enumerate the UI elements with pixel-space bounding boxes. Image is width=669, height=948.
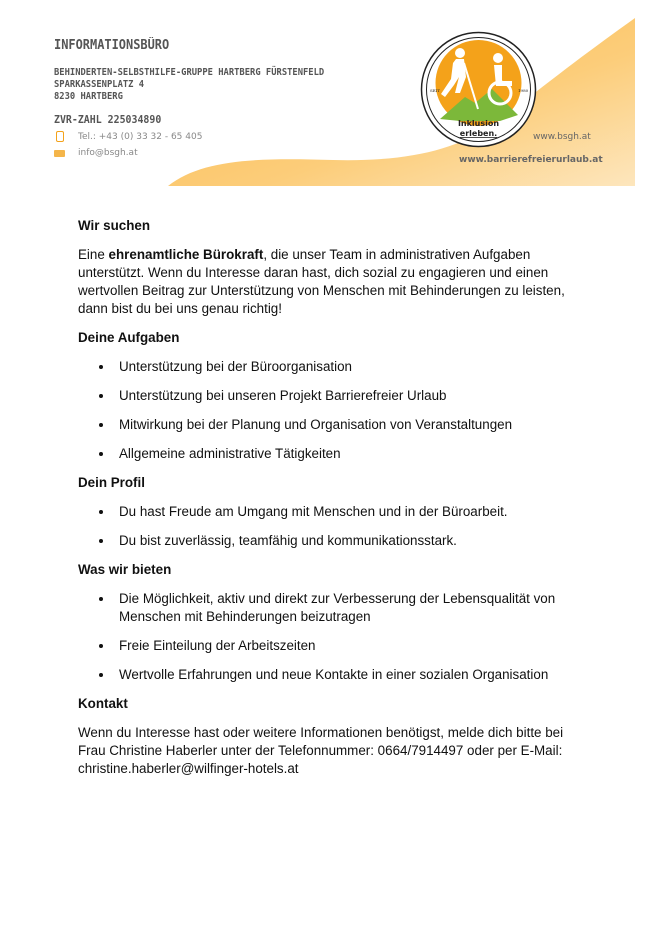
bsgh-logo — [420, 31, 537, 148]
zvr-number: ZVR-ZAHL 225034890 — [54, 113, 162, 126]
bullet-icon — [99, 510, 103, 514]
list-item — [78, 590, 578, 626]
list-item — [78, 416, 578, 434]
list-item-text: Die Möglichkeit, aktiv und direkt zur Verbesserung der Lebensqualität von Menschen mit Behinderungen beizutragen — [119, 591, 556, 624]
bullet-icon — [99, 673, 103, 677]
intro-paragraph — [78, 246, 578, 318]
heading-kontakt: Kontakt — [78, 696, 128, 711]
list-item — [78, 358, 578, 376]
list-item — [78, 637, 578, 655]
email-contact — [54, 148, 138, 158]
phone-icon — [56, 131, 64, 142]
bullet-icon — [99, 394, 103, 398]
bullet-icon — [99, 597, 103, 601]
bullet-icon — [99, 452, 103, 456]
intro-prefix: Eine — [78, 247, 109, 262]
list-item-text: Allgemeine administrative Tätigkeiten — [119, 446, 341, 461]
tasks-list — [78, 358, 578, 463]
offer-list — [78, 590, 578, 684]
profile-list — [78, 503, 578, 550]
website-bsgh[interactable]: www.bsgh.at — [533, 132, 591, 142]
list-item-text: Mitwirkung bei der Planung und Organisation von Veranstaltungen — [119, 417, 513, 432]
intro-bold-role: ehrenamtliche Bürokraft — [108, 247, 264, 262]
website-barrierefreierurlaub[interactable]: www.barrierefreierurlaub.at — [459, 155, 603, 165]
list-item-text: Du bist zuverlässig, teamfähig und kommunikationsstark. — [119, 533, 457, 548]
list-item-text: Unterstützung bei unseren Projekt Barrierefreier Urlaub — [119, 388, 447, 403]
heading-wir-suchen: Wir suchen — [78, 218, 151, 233]
org-street: SPARKASSENPLATZ 4 — [54, 79, 145, 90]
organization-address — [54, 67, 324, 103]
org-name: BEHINDERTEN-SELBSTHILFE-GRUPPE HARTBERG FÜRSTENFELD — [54, 67, 325, 78]
svg-text:erleben.: erleben. — [459, 129, 498, 138]
list-item-text: Freie Einteilung der Arbeitszeiten — [119, 638, 316, 653]
heading-profil: Dein Profil — [78, 475, 145, 490]
list-item — [78, 503, 578, 521]
job-posting — [78, 217, 578, 789]
intro-suffix: , die unser Team in administrativen Aufgaben unterstützt. Wenn du Interesse daran hast, dich sozial zu engagieren und einen wertvollen Beitrag zur Unterstützung von Menschen mit Behinderungen zu leisten, dann bist du bei uns genau richtig! — [78, 247, 565, 316]
letterhead — [33, 18, 635, 186]
heading-bieten: Was wir bieten — [78, 562, 172, 577]
svg-text:SEIT: SEIT — [430, 88, 440, 93]
list-item — [78, 666, 578, 684]
office-title: INFORMATIONSBÜRO — [54, 38, 170, 53]
list-item — [78, 387, 578, 405]
phone-contact — [54, 131, 202, 142]
email-address[interactable]: info@bsgh.at — [78, 148, 138, 158]
envelope-icon — [54, 150, 65, 157]
contact-paragraph: Wenn du Interesse hast oder weitere Informationen benötigst, melde dich bitte bei Frau Christine Haberler unter der Telefonnummer: 0664/7914497 oder per E-Mail: christine.haberler@wilfinger-hotels.at — [78, 725, 564, 776]
list-item-text: Du hast Freude am Umgang mit Menschen und in der Büroarbeit. — [119, 504, 508, 519]
list-item — [78, 445, 578, 463]
heading-aufgaben: Deine Aufgaben — [78, 330, 180, 345]
bullet-icon — [99, 365, 103, 369]
svg-text:1980: 1980 — [518, 88, 529, 93]
org-city: 8230 HARTBERG — [54, 91, 123, 102]
list-item — [78, 532, 578, 550]
svg-text:Inklusion: Inklusion — [457, 119, 500, 128]
bullet-icon — [99, 423, 103, 427]
phone-number: Tel.: +43 (0) 33 32 - 65 405 — [78, 131, 203, 142]
bullet-icon — [99, 539, 103, 543]
bullet-icon — [99, 644, 103, 648]
list-item-text: Wertvolle Erfahrungen und neue Kontakte in einer sozialen Organisation — [119, 667, 549, 682]
list-item-text: Unterstützung bei der Büroorganisation — [119, 359, 352, 374]
